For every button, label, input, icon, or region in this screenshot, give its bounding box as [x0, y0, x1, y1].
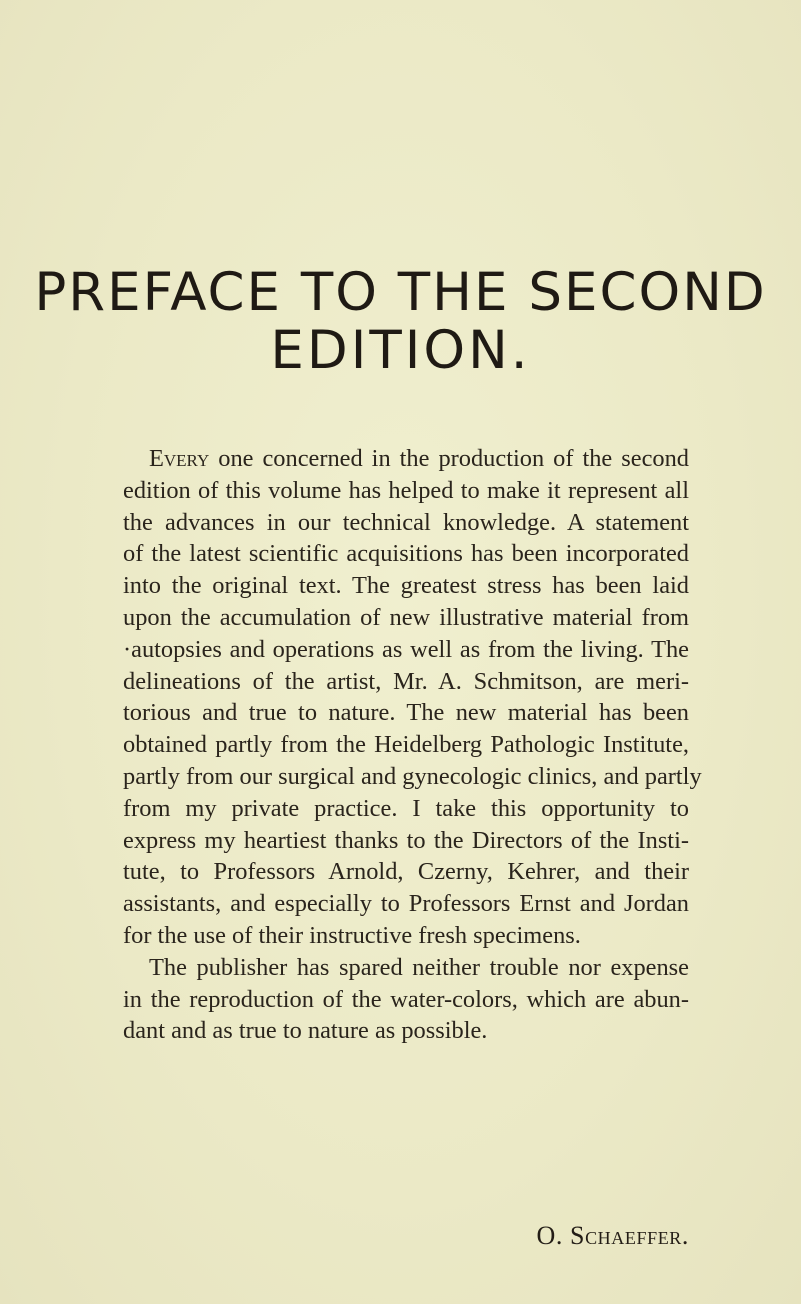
paragraph-1-line: the advances in our technical knowledge. A statement [123, 508, 689, 536]
author-signature: O. Schaeffer. [536, 1221, 689, 1250]
preface-title-line-1: PREFACE TO THE SECOND [34, 262, 767, 323]
paragraph-2-line: The publisher has spared neither trouble nor expense [149, 953, 689, 981]
paragraph-1-line: of the latest scientific acquisitions has been incorporated [123, 540, 689, 568]
paragraph-1-line: into the original text. The greatest stress has been laid [123, 572, 689, 600]
paragraph-1-line: tute, to Professors Arnold, Czerny, Kehrer, and their [123, 858, 689, 886]
preface-title-line-2: EDITION. [270, 320, 531, 381]
paragraph-1-line: partly from our surgical and gynecologic clinics, and partly [123, 762, 702, 790]
paragraph-1-line: from my private practice. I take this opportunity to [123, 794, 689, 822]
paragraph-1-line: torious and true to nature. The new material has been [123, 699, 689, 727]
paragraph-1-line: for the use of their instructive fresh specimens. [123, 921, 581, 949]
paragraph-1-line: ·autopsies and operations as well as from the living. The [123, 635, 689, 663]
paragraph-1-line: assistants, and especially to Professors Ernst and Jordan [123, 890, 689, 918]
paragraph-1-line: obtained partly from the Heidelberg Pathologic Institute, [123, 731, 689, 759]
signature-block [123, 443, 702, 1303]
paragraph-1-line-1-text: one concerned in the production of the second [209, 445, 689, 472]
paragraph-1-line: edition of this volume has helped to make it represent all [123, 476, 689, 504]
paragraph-2-line: in the reproduction of the water-colors, which are abun- [123, 985, 689, 1013]
paragraph-2-line: dant and as true to nature as possible. [123, 1017, 488, 1045]
paragraph-1-line: express my heartiest thanks to the Directors of the Insti- [123, 826, 689, 854]
paragraph-1-line: upon the accumulation of new illustrative material from [123, 603, 689, 631]
first-word: Every [149, 445, 210, 472]
paragraph-1-line: delineations of the artist, Mr. A. Schmitson, are meri- [123, 667, 689, 695]
